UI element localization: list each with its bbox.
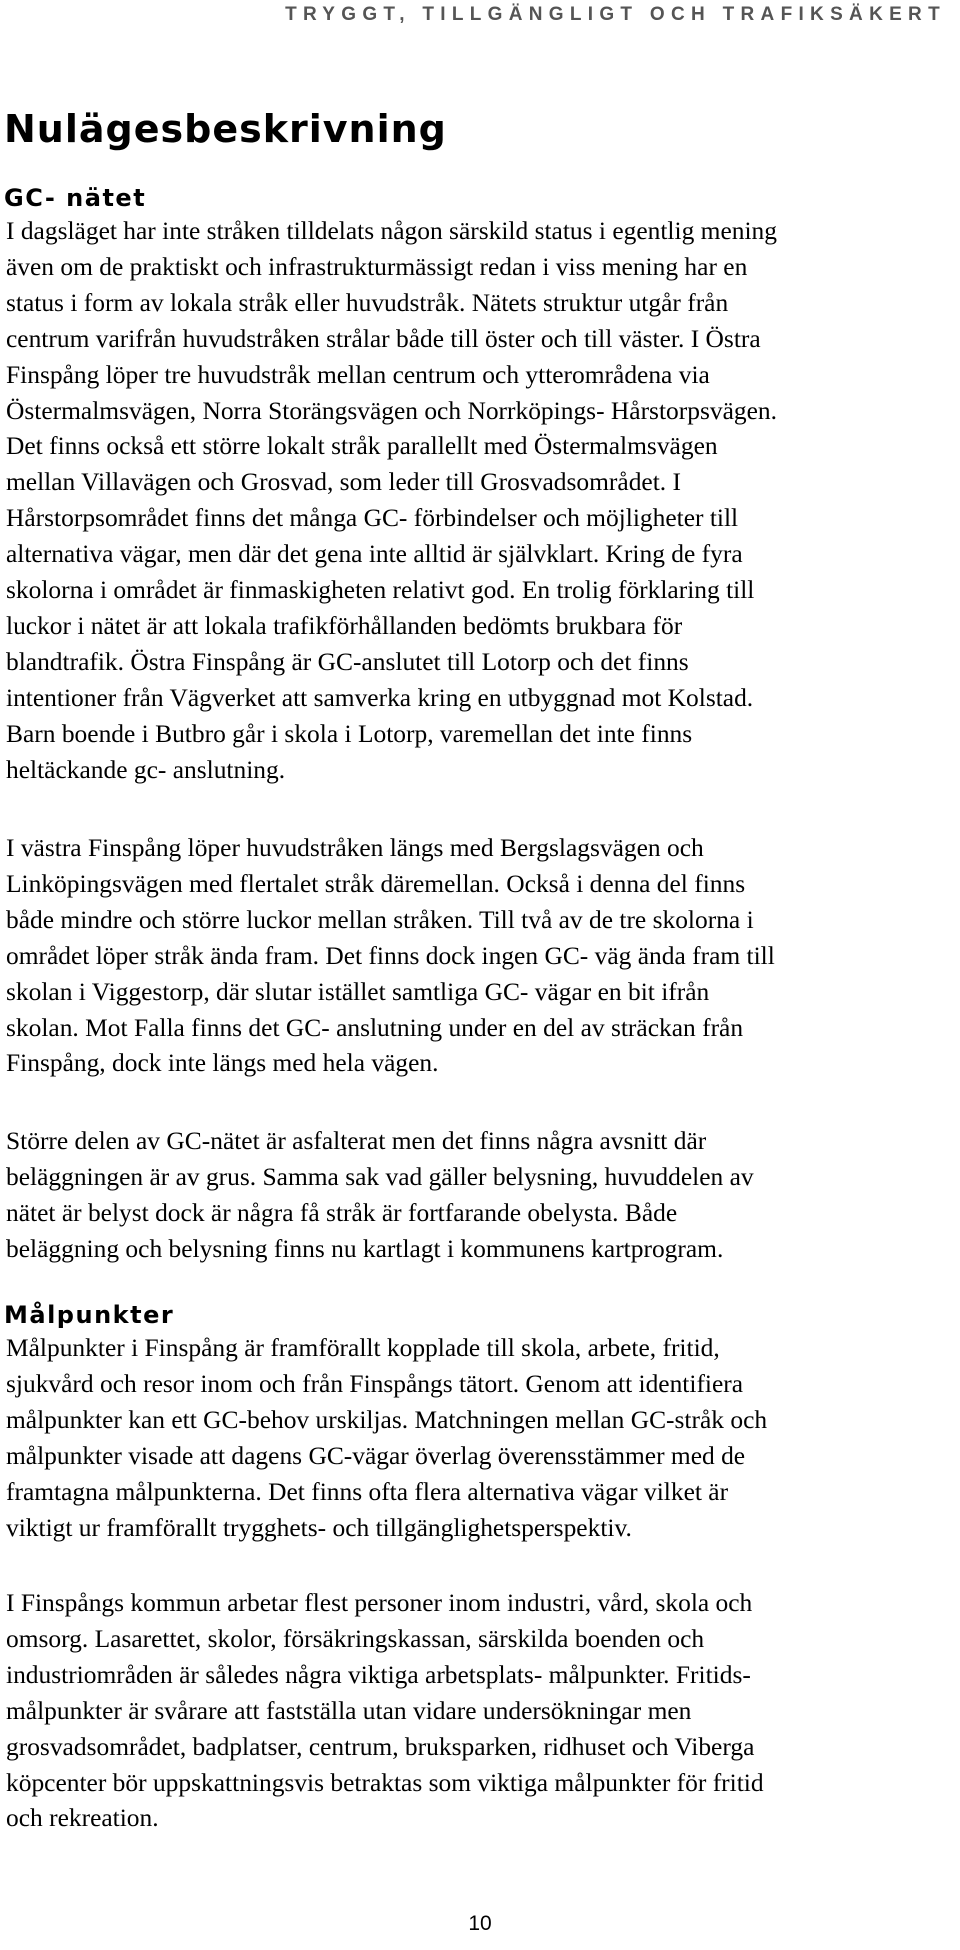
text-line: området löper stråk ända fram. Det finns dock ingen GC- väg ända fram till: [6, 940, 775, 970]
section-heading-gc-natet: GC- nätet: [4, 184, 147, 212]
text-line: målpunkter visade att dagens GC-vägar överlag överensstämmer med de: [6, 1440, 746, 1470]
text-line: även om de praktiskt och infrastrukturmässigt redan i viss mening har en: [6, 251, 748, 281]
section-heading-malpunkter: Målpunkter: [4, 1301, 175, 1329]
text-line: skolorna i området är finmaskigheten relativt god. En trolig förklaring till: [6, 575, 755, 605]
text-line: beläggning och belysning finns nu kartlagt i kommunens kartprogram.: [6, 1233, 724, 1263]
paragraph: [6, 830, 954, 1081]
text-line: centrum varifrån huvudstråken strålar både till öster och till väster. I Östra: [6, 323, 761, 353]
page-title: Nulägesbeskrivning: [4, 107, 447, 151]
text-line: skolan i Viggestorp, där slutar istället samtliga GC- vägar en bit ifrån: [6, 976, 710, 1006]
text-line: Större delen av GC-nätet är asfalterat men det finns några avsnitt där: [6, 1126, 707, 1155]
text-line: Hårstorpsområdet finns det många GC- förbindelser och möjligheter till: [6, 503, 739, 533]
text-line: intentioner från Vägverket att samverka kring en utbyggnad mot Kolstad.: [6, 682, 754, 712]
text-line: Finspång löper tre huvudstråk mellan centrum och ytterområdena via: [6, 359, 710, 389]
page-number: 10: [468, 1912, 492, 1935]
paragraph: [6, 213, 954, 788]
paragraph: [6, 1330, 954, 1545]
text-line: viktigt ur framförallt trygghets- och tillgänglighetsperspektiv.: [6, 1512, 632, 1542]
text-line: Östermalmsvägen, Norra Storängsvägen och Norrköpings- Hårstorpsvägen.: [6, 395, 777, 425]
text-line: både mindre och större luckor mellan stråken. Till två av de tre skolorna i: [6, 904, 754, 934]
text-line: Barn boende i Butbro går i skola i Lotorp, varemellan det inte finns: [6, 718, 693, 748]
text-line: målpunkter kan ett GC-behov urskiljas. Matchningen mellan GC-stråk och: [6, 1404, 768, 1434]
text-line: Målpunkter i Finspång är framförallt kopplade till skola, arbete, fritid,: [6, 1333, 720, 1362]
text-line: sjukvård och resor inom och från Finspångs tätort. Genom att identifiera: [6, 1368, 744, 1398]
text-line: framtagna målpunkterna. Det finns ofta flera alternativa vägar vilket är: [6, 1476, 729, 1506]
text-line: alternativa vägar, men där det gena inte alltid är självklart. Kring de fyra: [6, 539, 743, 569]
text-line: I Finspångs kommun arbetar flest personer inom industri, vård, skola och: [6, 1588, 753, 1617]
text-line: heltäckande gc- anslutning.: [6, 754, 286, 784]
text-line: Det finns också ett större lokalt stråk parallellt med Östermalmsvägen: [6, 431, 718, 461]
text-line: och rekreation.: [6, 1803, 159, 1833]
text-line: omsorg. Lasarettet, skolor, försäkringskassan, särskilda boenden och: [6, 1623, 705, 1653]
text-line: skolan. Mot Falla finns det GC- anslutning under en del av sträckan från: [6, 1012, 744, 1042]
text-line: Finspång, dock inte längs med hela vägen.: [6, 1048, 439, 1078]
text-line: blandtrafik. Östra Finspång är GC-anslutet till Lotorp och det finns: [6, 646, 689, 676]
text-line: luckor i nätet är att lokala trafikförhållanden bedömts brukbara för: [6, 610, 683, 640]
text-line: grosvadsområdet, badplatser, centrum, bruksparken, ridhuset och Viberga: [6, 1731, 755, 1761]
text-line: I dagsläget har inte stråken tilldelats någon särskild status i egentlig mening: [6, 216, 777, 245]
text-line: status i form av lokala stråk eller huvudstråk. Nätets struktur utgår från: [6, 287, 729, 317]
paragraph: [6, 1123, 954, 1267]
text-line: Linköpingsvägen med flertalet stråk däremellan. Också i denna del finns: [6, 868, 746, 898]
text-line: beläggningen är av grus. Samma sak vad gäller belysning, huvuddelen av: [6, 1161, 754, 1191]
text-line: I västra Finspång löper huvudstråken längs med Bergslagsvägen och: [6, 833, 704, 862]
text-line: nätet är belyst dock är några få stråk är fortfarande obelysta. Både: [6, 1197, 678, 1227]
text-line: industriområden är således några viktiga arbetsplats- målpunkter. Fritids-: [6, 1659, 751, 1689]
running-header: TRYGGT, TILLGÄNGLIGT OCH TRAFIKSÄKERT: [285, 4, 946, 25]
text-line: målpunkter är svårare att fastställa utan vidare undersökningar men: [6, 1695, 692, 1725]
text-line: mellan Villavägen och Grosvad, som leder till Grosvadsområdet. I: [6, 467, 682, 497]
text-line: köpcenter bör uppskattningsvis betraktas som viktiga målpunkter för fritid: [6, 1767, 764, 1797]
paragraph: [6, 1585, 954, 1836]
